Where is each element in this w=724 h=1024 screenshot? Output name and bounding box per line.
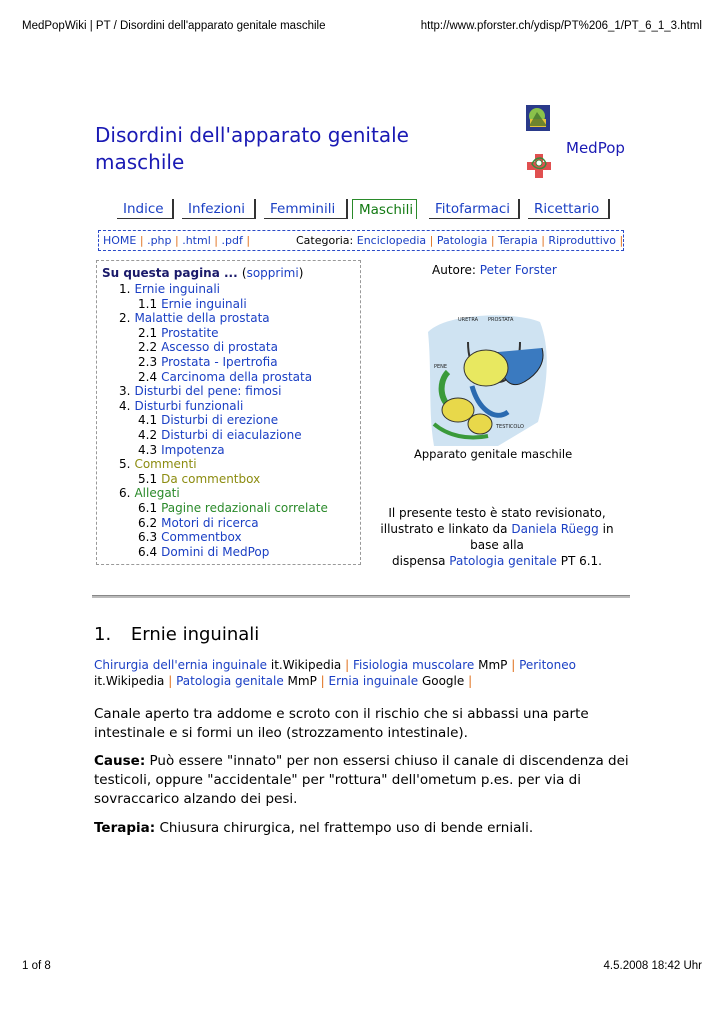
figure-label: PROSTATA: [488, 317, 514, 323]
revision-note: [370, 505, 624, 569]
revision-line: PT 6.1.: [560, 554, 602, 568]
anatomy-illustration: [428, 312, 552, 446]
toc-item: [102, 428, 360, 443]
format-link-pdf[interactable]: .pdf: [221, 234, 243, 247]
print-url: http://www.pforster.ch/ydisp/PT%206_1/PT_6_1_3.html: [420, 20, 702, 32]
ref-link[interactable]: Chirurgia dell'ernia inguinale: [94, 658, 268, 672]
tab-ricettario[interactable]: Ricettario: [528, 199, 609, 219]
ref-source: MmP: [287, 674, 317, 688]
toc-item: [102, 486, 360, 501]
toc-item: [102, 370, 360, 385]
toc-item-link[interactable]: Disturbi del pene: fimosi: [134, 384, 282, 399]
ref-link[interactable]: Patologia genitale: [176, 674, 284, 688]
ref-link[interactable]: Ernia inguinale: [328, 674, 419, 688]
toc-item-link[interactable]: Disturbi di eiaculazione: [161, 427, 302, 442]
toc-item-link[interactable]: Da commentbox: [161, 471, 261, 486]
toc-item-number: 6.3: [138, 530, 158, 545]
format-link-home[interactable]: HOME: [103, 234, 137, 247]
toc-list: [102, 282, 360, 559]
toc-item: [102, 384, 360, 399]
toc-item: [102, 472, 360, 487]
revision-line: dispensa: [392, 554, 446, 568]
toc-item-link[interactable]: Commenti: [134, 457, 197, 472]
cause-label: Cause:: [94, 753, 146, 769]
ref-link[interactable]: Peritoneo: [519, 658, 576, 672]
print-footer: [22, 960, 702, 972]
ref-source: Google: [421, 674, 465, 688]
revision-line: illustrato e linkato da: [380, 522, 508, 536]
toc-item: [102, 399, 360, 414]
page-count: 1 of 8: [22, 960, 51, 972]
tab-fitofarmaci[interactable]: Fitofarmaci: [429, 199, 519, 219]
figure-label: TESTICOLO: [496, 424, 524, 430]
page-title: Disordini dell'apparato genitale maschile: [95, 123, 409, 174]
toc-item: [102, 443, 360, 458]
toc-item-link[interactable]: Ernie inguinali: [161, 296, 247, 311]
toc-item: [102, 457, 360, 472]
toc-heading: Su questa pagina ... (sopprimi): [102, 266, 304, 280]
toc-item-link[interactable]: Ernie inguinali: [134, 282, 221, 296]
divider: [92, 595, 630, 598]
medpop-logo-icon[interactable]: [525, 104, 551, 132]
toc-hide-link[interactable]: sopprimi: [246, 266, 299, 280]
author-line: [432, 263, 557, 277]
toc-item-number: 4.3: [138, 442, 158, 457]
toc-item-link[interactable]: Malattie della prostata: [134, 311, 270, 326]
format-link-html[interactable]: .html: [182, 234, 211, 247]
toc-item: [102, 297, 360, 312]
reference-links: Chirurgia dell'ernia inguinale it.Wikipedia | Fisiologia muscolare MmP | Peritoneo it.Wikipedia | Patologia genitale MmP | Ernia inguinale Google |: [94, 658, 576, 688]
toc-item-number: 2.3: [138, 354, 158, 369]
author-label: Autore:: [432, 263, 476, 277]
toc-item-number: 2.4: [138, 369, 158, 384]
figure-caption: Apparato genitale maschile: [414, 447, 573, 461]
toc-item-link[interactable]: Prostatite: [161, 325, 219, 340]
toc-item-number: 6.4: [138, 544, 158, 559]
toc-item-number: 5.: [119, 457, 131, 472]
toc-item-number: 4.1: [138, 413, 158, 428]
toc-item: [102, 413, 360, 428]
figure-label: URETRA: [458, 317, 479, 323]
dispensa-link[interactable]: Patologia genitale: [449, 554, 557, 568]
toc-item-link[interactable]: Disturbi di erezione: [161, 413, 279, 428]
toc-item-link[interactable]: Motori di ricerca: [161, 515, 259, 530]
category-label: Categoria:: [296, 234, 354, 247]
toc-item-link[interactable]: Carcinoma della prostata: [161, 369, 313, 384]
toc-item: [102, 326, 360, 341]
therapy-label: Terapia:: [94, 820, 156, 836]
toc-item-number: 1.1: [138, 296, 158, 311]
reviser-link[interactable]: Daniela Rüegg: [511, 522, 599, 536]
site-name-link[interactable]: MedPop: [566, 139, 625, 157]
tab-femminili[interactable]: Femminili: [264, 199, 347, 219]
cause-text: Può essere "innato" per non essersi chiuso il canale di discendenza dei testicoli, oppure "accidentale" per "rottura" dell'ometum p.es. per via di sovraccarico alzando dei pesi.: [94, 753, 629, 807]
toc-item-number: 4.2: [138, 427, 158, 442]
toc-item-number: 2.: [119, 311, 131, 326]
toc-item-number: 1.: [119, 282, 131, 296]
ref-link[interactable]: Fisiologia muscolare: [352, 658, 475, 672]
toc-item-link[interactable]: Ascesso di prostata: [161, 340, 278, 355]
toc-item-number: 3.: [119, 384, 131, 399]
toc-item: [102, 311, 360, 326]
toc-item: [102, 545, 360, 560]
format-category-bar: HOME | .php | .html | .pdf | Categoria: Enciclopedia | Patologia | Terapia | Riproduttivo |: [98, 230, 624, 251]
toc-item-link[interactable]: Prostata - Ipertrofia: [161, 354, 278, 369]
toc-item-link[interactable]: Disturbi funzionali: [134, 398, 244, 413]
toc-heading-text: Su questa pagina ...: [102, 266, 238, 280]
toc-item: [102, 340, 360, 355]
toc-item-link[interactable]: Pagine redazionali correlate: [161, 500, 328, 515]
revision-line: in: [602, 522, 614, 536]
toc-item-number: 2.2: [138, 340, 158, 355]
red-cross-icon: [526, 152, 552, 180]
toc-item: [102, 516, 360, 531]
toc-item: [102, 355, 360, 370]
toc-item-number: 6.2: [138, 515, 158, 530]
ref-source: it.Wikipedia: [270, 658, 342, 672]
table-of-contents: [96, 260, 361, 565]
print-timestamp: 4.5.2008 18:42 Uhr: [603, 960, 702, 972]
therapy-text: Chiusura chirurgica, nel frattempo uso di bende erniali.: [159, 820, 534, 836]
print-header: [22, 20, 702, 32]
category-link[interactable]: Terapia: [498, 234, 538, 247]
toc-item: [102, 530, 360, 545]
cause-paragraph: [94, 752, 634, 809]
ref-source: it.Wikipedia: [94, 674, 165, 688]
intro-paragraph: Canale aperto tra addome e scroto con il rischio che si abbassi una parte intestinale e si formi un ileo (strozzamento intestinale).: [94, 706, 589, 741]
toc-item-link[interactable]: Commentbox: [161, 530, 242, 545]
revision-line: Il presente testo è stato revisionato,: [388, 506, 606, 520]
section-title: Ernie inguinali: [130, 624, 260, 645]
toc-item-link[interactable]: Domini di MedPop: [161, 544, 270, 559]
section-number: 1.: [94, 624, 112, 645]
toc-item-number: 4.: [119, 398, 131, 413]
format-link-php[interactable]: .php: [147, 234, 172, 247]
tab-indice[interactable]: Indice: [117, 199, 173, 219]
category-link[interactable]: Riproduttivo: [548, 234, 616, 247]
revision-line: base alla: [470, 538, 524, 552]
toc-item: [102, 282, 360, 297]
category-link[interactable]: Patologia: [436, 234, 488, 247]
toc-item-number: 6.1: [138, 500, 158, 515]
author-link[interactable]: Peter Forster: [479, 263, 557, 277]
ref-source: MmP: [478, 658, 508, 672]
toc-item-number: 6.: [119, 486, 131, 501]
therapy-paragraph: [94, 819, 634, 838]
toc-item-number: 2.1: [138, 325, 158, 340]
category-link[interactable]: Enciclopedia: [356, 234, 427, 247]
toc-item-link[interactable]: Impotenza: [161, 442, 225, 457]
figure-label: PENE: [434, 364, 448, 370]
tab-maschili[interactable]: Maschili: [352, 199, 417, 219]
toc-item: [102, 501, 360, 516]
section-heading: [94, 624, 259, 645]
print-page-title: MedPopWiki | PT / Disordini dell'apparato genitale maschile: [22, 20, 326, 32]
toc-item-link[interactable]: Allegati: [134, 486, 180, 501]
toc-item-number: 5.1: [138, 471, 158, 486]
category-list: Categoria: Enciclopedia | Patologia | Terapia | Riproduttivo |: [296, 234, 624, 247]
tab-infezioni[interactable]: Infezioni: [182, 199, 255, 219]
